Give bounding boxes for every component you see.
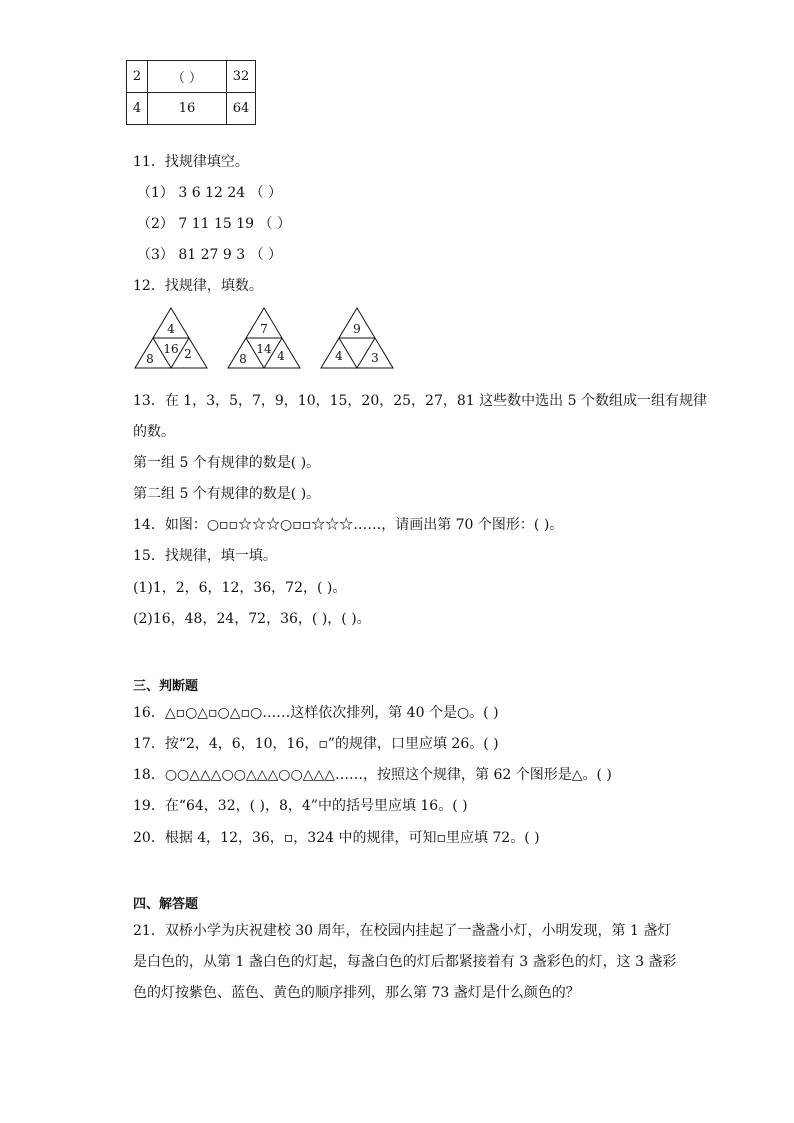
question-21-line-2: 是白色的，从第 1 盏白色的灯起，每盏白色的灯后都紧接着有 3 盏彩色的灯，这 3 盏彩 (133, 954, 677, 970)
table-row (127, 61, 256, 93)
question-12-title: 12．找规律，填数。 (133, 278, 263, 294)
table-row (127, 93, 256, 125)
question-11-line-3[interactable]: （3） 81 27 9 3 （ ） (137, 247, 283, 263)
section-4-title: 四、解答题 (133, 897, 199, 912)
question-16[interactable]: 16．△▫○△▫○△▫○……这样依次排列，第 40 个是○。( ) (133, 705, 499, 721)
question-13-group-2[interactable]: 第二组 5 个有规律的数是( )。 (133, 486, 321, 502)
triangle-center-number: 14 (256, 342, 272, 356)
table-cell: 4 (127, 93, 148, 125)
table-cell: 2 (127, 61, 148, 93)
question-13-line-1: 13．在 1，3，5，7，9，10，15，20，25，27，81 这些数中选出 5 个数组成一组有规律 (133, 393, 707, 409)
triangle-right-number: 2 (184, 347, 192, 361)
table-cell-blank[interactable] (148, 61, 227, 93)
table-cell: 32 (227, 61, 256, 93)
question-19[interactable]: 19．在“64，32，( )，8，4”中的括号里应填 16。( ) (133, 798, 468, 814)
number-triangle-1 (133, 306, 209, 370)
number-table (126, 60, 256, 125)
question-11-line-2[interactable]: （2） 7 11 15 19 （ ） (137, 216, 291, 232)
question-13-line-2: 的数。 (133, 424, 175, 440)
question-15-line-2[interactable]: (2)16，48，24，72，36，( )，( )。 (133, 611, 371, 627)
triangle-top-number: 7 (260, 322, 268, 336)
triangle-figure (133, 306, 209, 370)
question-17[interactable]: 17．按“2，4，6，10，16，▫”的规律，口里应填 26。( ) (133, 736, 499, 752)
triangle-figure (319, 306, 395, 370)
triangle-top-number: 4 (167, 322, 175, 336)
triangle-top-number: 9 (353, 322, 361, 336)
triangle-left-number: 4 (335, 349, 343, 363)
table-cell: 64 (227, 93, 256, 125)
triangle-right-number: 4 (277, 349, 285, 363)
question-15-line-1[interactable]: (1)1，2，6，12，36，72，( )。 (133, 580, 347, 596)
triangle-center-number: 16 (163, 342, 179, 356)
question-18[interactable]: 18．○○△△△○○△△△○○△△△……，按照这个规律，第 62 个图形是△。( ) (133, 767, 612, 783)
triangle-left-number: 8 (239, 352, 247, 366)
number-triangle-2 (226, 306, 302, 370)
question-20[interactable]: 20．根据 4，12，36，▫，324 中的规律，可知▫里应填 72。( ) (133, 830, 540, 846)
number-triangle-3 (319, 306, 395, 370)
question-15-title: 15．找规律，填一填。 (133, 548, 277, 564)
triangle-left-number: 8 (146, 352, 154, 366)
question-14[interactable]: 14．如图：○▫▫☆☆☆○▫▫☆☆☆……，请画出第 70 个图形：( )。 (133, 517, 564, 533)
question-13-group-1[interactable]: 第一组 5 个有规律的数是( )。 (133, 455, 321, 471)
table-cell: 16 (148, 93, 227, 125)
section-3-title: 三、判断题 (133, 679, 199, 694)
triangle-figure (226, 306, 302, 370)
question-11-line-1[interactable]: （1） 3 6 12 24 （ ） (137, 185, 283, 201)
triangle-right-number: 3 (371, 351, 379, 365)
question-11-title: 11．找规律填空。 (133, 154, 249, 170)
question-21-line-3: 色的灯按紫色、蓝色、黄色的顺序排列，那么第 73 盏灯是什么颜色的？ (133, 985, 580, 1001)
blank-paren: （ ） (171, 71, 203, 86)
question-21-line-1: 21．双桥小学为庆祝建校 30 周年，在校园内挂起了一盏盏小灯，小明发现，第 1 盏灯 (133, 923, 672, 939)
